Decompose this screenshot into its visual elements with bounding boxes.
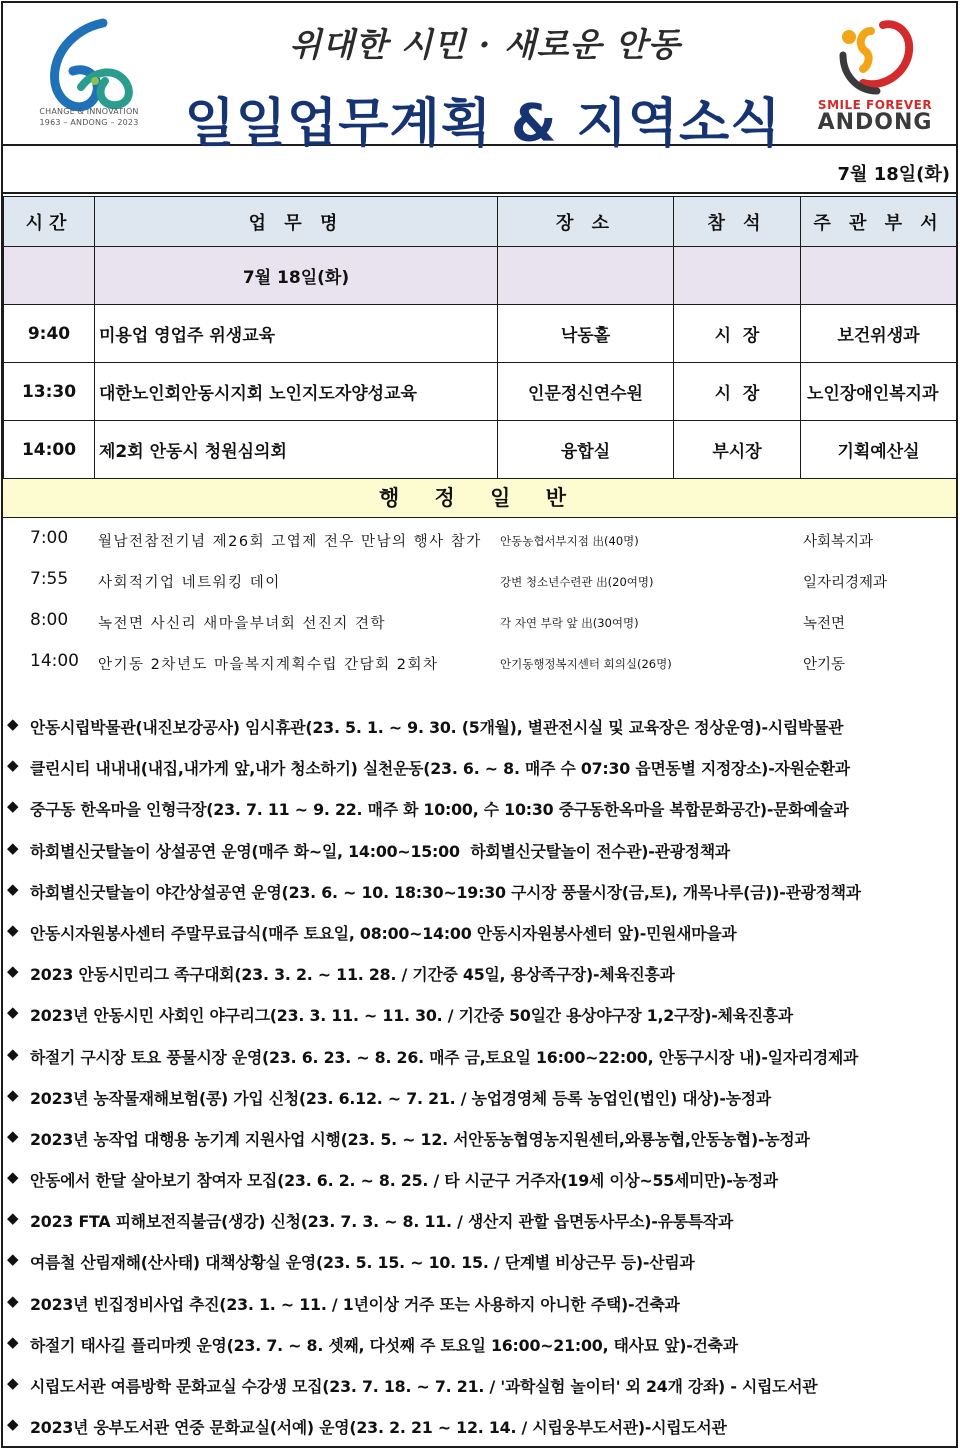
diamond-bullet-icon: ◆: [7, 1291, 19, 1310]
andong-wordmark: ANDONG: [817, 110, 933, 135]
row-attendee: 시 장: [674, 305, 801, 363]
diamond-bullet-icon: ◆: [7, 1003, 19, 1022]
news-item: [3, 1076, 956, 1117]
row-attendee: 부시장: [674, 421, 801, 479]
page-title: 일일업무계획 & 지역소식: [184, 94, 782, 154]
news-item: [3, 746, 956, 787]
diamond-bullet-icon: ◆: [7, 1085, 19, 1104]
diamond-bullet-icon: ◆: [7, 1168, 19, 1187]
news-item: [3, 952, 956, 993]
column-header-place: 장 소: [498, 197, 674, 247]
news-text: 2023 안동시민리그 족구대회(23. 3. 2. ~ 11. 28. / 기간중 45일, 용상족구장)-체육진흥과: [30, 965, 675, 985]
diamond-bullet-icon: ◆: [7, 715, 19, 733]
diamond-bullet-icon: ◆: [7, 1374, 19, 1392]
section-title-admin: 행 정 일 반: [3, 478, 956, 518]
admin-place: 각 자연 부락 앞 出(30여명): [500, 616, 639, 630]
admin-time: 14:00: [30, 651, 79, 671]
page-header: [3, 3, 956, 154]
list-item: [3, 602, 956, 643]
diamond-bullet-icon: ◆: [7, 797, 19, 816]
andong-tagline: SMILE FOREVER: [817, 98, 933, 112]
admin-time: 7:00: [30, 528, 69, 548]
news-item: [3, 705, 956, 746]
column-header-dept: 주 관 부 서: [801, 197, 957, 247]
diamond-bullet-icon: ◆: [7, 1415, 19, 1434]
row-dept: 노인장애인복지과: [801, 363, 957, 421]
diamond-bullet-icon: ◆: [7, 962, 19, 981]
admin-dept: 사회복지과: [803, 534, 874, 550]
row-place: 낙동홀: [498, 305, 674, 363]
diamond-bullet-icon: ◆: [7, 920, 19, 939]
admin-place: 강변 청소년수련관 出(20여명): [500, 575, 654, 589]
news-text: 하절기 구시장 토요 풍물시장 운영(23. 6. 23. ~ 8. 26. 매주 금,토요일 16:00~22:00, 안동구시장 내)-일자리경제과: [30, 1047, 859, 1067]
row-attendee: 시 장: [674, 363, 801, 421]
news-text: 하회별신굿탈놀이 상설공연 운영(매주 화~일, 14:00~15:00 하회별신굿탈놀이 전수관)-관광정책과: [30, 841, 730, 861]
diamond-bullet-icon: ◆: [7, 1209, 19, 1228]
column-header-attendee: 참 석: [674, 197, 801, 247]
news-text: 시립도서관 여름방학 문화교실 수강생 모집(23. 7. 18. ~ 7. 21. / '과학실험 놀이터' 외 24개 강좌) - 시립도서관: [30, 1377, 818, 1396]
admin-place: 안동농협서부지점 出(40명): [500, 534, 639, 548]
admin-task: 사회적기업 네트워킹 데이: [98, 575, 281, 591]
news-text: 여름철 산림재해(산사태) 대책상황실 운영(23. 5. 15. ~ 10. 15. / 단계별 비상근무 등)-산림과: [30, 1253, 695, 1273]
column-header-time: 시간: [4, 197, 95, 247]
news-item: [3, 1035, 956, 1076]
news-item: [3, 870, 956, 911]
row-task: 대한노인회안동시지회 노인지도자양성교육: [95, 363, 498, 421]
admin-time: 7:55: [30, 569, 69, 589]
news-item: [3, 1405, 956, 1446]
admin-time: 8:00: [30, 610, 69, 630]
local-news-list: [3, 705, 956, 1446]
table-row: [4, 363, 957, 421]
news-item: [3, 1323, 956, 1364]
row-time: 13:30: [4, 363, 95, 421]
admin-dept: 녹전면: [803, 616, 846, 632]
diamond-bullet-icon: ◆: [7, 1126, 19, 1145]
subheader-empty: [4, 247, 95, 305]
table-row: [4, 305, 957, 363]
admin-task: 월남전참전기념 제26회 고엽제 전우 만남의 행사 참가: [98, 534, 482, 550]
list-item: [3, 520, 956, 561]
news-item: [3, 1199, 956, 1240]
admin-place: 안기동행정복지센터 회의실(26명): [500, 657, 672, 671]
admin-task: 안기동 2차년도 마을복지계획수립 간담회 2회차: [98, 657, 439, 673]
news-text: 2023 FTA 피해보전직불금(생강) 신청(23. 7. 3. ~ 8. 11. / 생산지 관할 읍면동사무소)-유통특작과: [30, 1212, 733, 1232]
slogan: 위대한 시민 · 새로운 안동: [289, 25, 681, 64]
row-place: 인문정신연수원: [498, 363, 674, 421]
news-item: [3, 829, 956, 870]
news-item: [3, 1282, 956, 1323]
admin-dept: 일자리경제과: [803, 575, 888, 591]
news-text: 클린시티 내내내(내집,내가게 앞,내가 청소하기) 실천운동(23. 6. ~ 8. 매주 수 07:30 읍면동별 지정장소)-자원순환과: [30, 759, 850, 779]
row-task: 미용업 영업주 위생교육: [95, 305, 498, 363]
subheader-empty: [674, 247, 801, 305]
andong-city-logo: [821, 11, 931, 101]
diamond-bullet-icon: ◆: [7, 879, 19, 898]
diamond-bullet-icon: ◆: [7, 838, 19, 857]
diamond-bullet-icon: ◆: [7, 1332, 19, 1351]
news-item: [3, 1364, 956, 1405]
table-header-row: [4, 197, 957, 247]
news-text: 안동시립박물관(내진보강공사) 임시휴관(23. 5. 1. ~ 9. 30. (5개월), 별관전시실 및 교육장은 정상운영)-시립박물관: [30, 718, 844, 737]
row-dept: 기획예산실: [801, 421, 957, 479]
news-item: [3, 787, 956, 828]
subheader-empty: [801, 247, 957, 305]
news-text: 중구동 한옥마을 인형극장(23. 7. 11 ~ 9. 22. 매주 화 10:00, 수 10:30 중구동한옥마을 복합문화공간)-문화예술과: [30, 800, 849, 820]
news-item: [3, 993, 956, 1034]
news-text: 2023년 농작물재해보험(콩) 가입 신청(23. 6.12. ~ 7. 21. / 농업경영체 등록 농업인(법인) 대상)-농정과: [30, 1088, 771, 1108]
schedule-table: [3, 196, 957, 479]
news-item: [3, 911, 956, 952]
diamond-bullet-icon: ◆: [7, 1250, 19, 1269]
news-item: [3, 1117, 956, 1158]
diamond-bullet-icon: ◆: [7, 1044, 19, 1063]
news-text: 2023년 농작업 대행용 농기계 지원사업 시행(23. 5. ~ 12. 서안동농협영농지원센터,와룡농협,안동농협)-농정과: [30, 1129, 810, 1149]
news-text: 2023년 안동시민 사회인 야구리그(23. 3. 11. ~ 11. 30. / 기간중 50일간 용상야구장 1,2구장)-체육진흥과: [30, 1006, 793, 1026]
news-text: 안동에서 한달 살아보기 참여자 모집(23. 6. 2. ~ 8. 25. / 타 시군구 거주자(19세 이상~55세미만)-농정과: [30, 1171, 778, 1191]
row-time: 14:00: [4, 421, 95, 479]
news-text: 하절기 태사길 플리마켓 운영(23. 7. ~ 8. 셋째, 다섯째 주 토요일 16:00~21:00, 태사묘 앞)-건축과: [30, 1335, 738, 1355]
news-item: [3, 1158, 956, 1199]
subheader-date: 7월 18일(화): [95, 247, 498, 305]
news-text: 하회별신굿탈놀이 야간상설공연 운영(23. 6. ~ 10. 18:30~19:30 구시장 풍물시장(금,토), 개목나루(금))-관광정책과: [30, 882, 861, 902]
news-text: 2023년 웅부도서관 연중 문화교실(서예) 운영(23. 2. 21 ~ 12. 14. / 시립웅부도서관)-시립도서관: [30, 1418, 727, 1438]
row-time: 9:40: [4, 305, 95, 363]
column-header-task: 업 무 명: [95, 197, 498, 247]
list-item: [3, 643, 956, 684]
admin-task: 녹전면 사신리 새마을부녀회 선진지 견학: [98, 616, 387, 632]
table-row: [4, 421, 957, 479]
list-item: [3, 561, 956, 602]
news-text: 안동시자원봉사센터 주말무료급식(매주 토요일, 08:00~14:00 안동시자원봉사센터 앞)-민원새마을과: [30, 923, 737, 943]
admin-list: [3, 520, 956, 684]
report-date: 7월 18일(화): [837, 164, 950, 185]
admin-dept: 안기동: [803, 657, 846, 673]
news-item: [3, 1240, 956, 1281]
row-dept: 보건위생과: [801, 305, 957, 363]
diamond-bullet-icon: ◆: [7, 756, 19, 775]
subheader-empty: [498, 247, 674, 305]
table-subheader-row: [4, 247, 957, 305]
row-task: 제2회 안동시 청원심의회: [95, 421, 498, 479]
logo-caption: CHANGE & INNOVATION 1963 – ANDONG – 2023: [39, 107, 139, 127]
news-text: 2023년 빈집정비사업 추진(23. 1. ~ 11. / 1년이상 거주 또는 사용하지 아니한 주택)-건축과: [30, 1294, 680, 1314]
row-place: 융합실: [498, 421, 674, 479]
date-row: [3, 148, 956, 194]
